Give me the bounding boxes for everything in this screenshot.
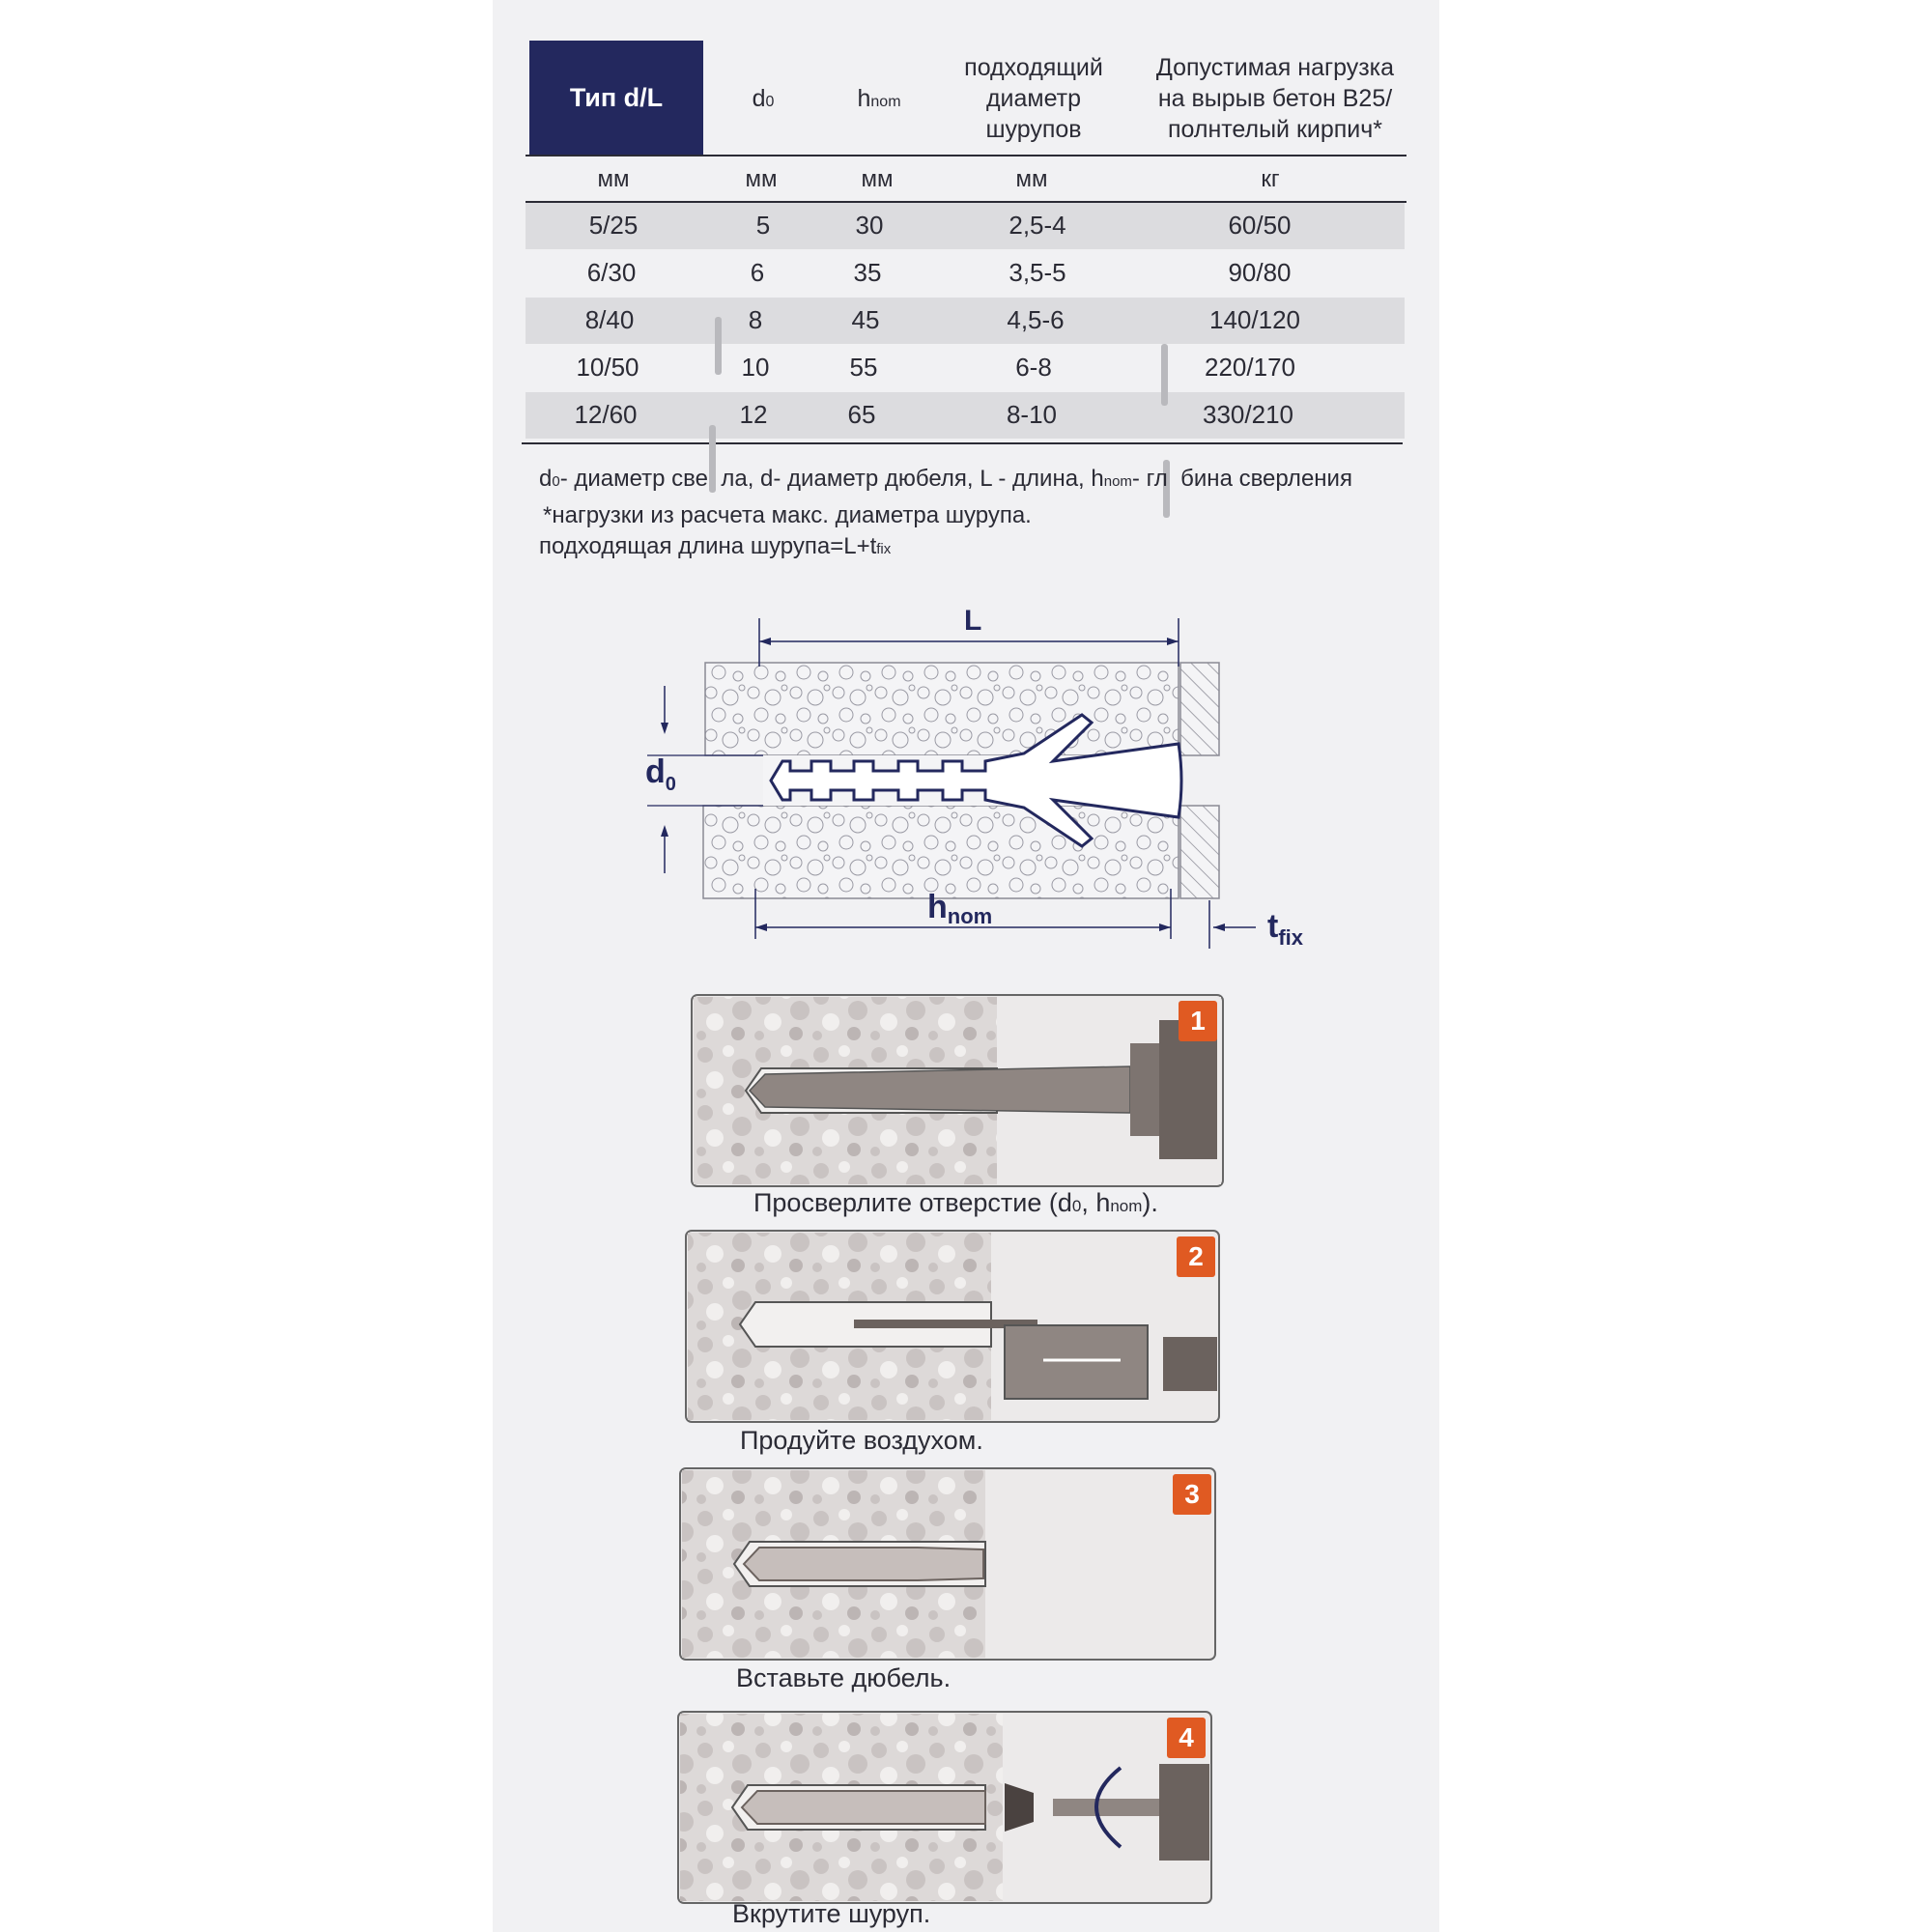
step-3-badge: 3 (1173, 1474, 1211, 1515)
label-hnom-main: h (927, 889, 948, 925)
screwdriver-body (1159, 1764, 1209, 1861)
header-load-line3: полнтелый кирпич* (1167, 116, 1383, 143)
note-sub: nom (1103, 473, 1132, 490)
note-part: подходящая длина шурупа=L+t (539, 533, 877, 559)
unit-load: кг (1261, 166, 1280, 192)
cell-type: 12/60 (574, 400, 638, 429)
cell-type: 10/50 (576, 353, 639, 382)
cell-load: 330/210 (1203, 400, 1293, 429)
label-tfix-main: t (1267, 908, 1279, 945)
cell-d0: 5 (755, 211, 771, 240)
cell-d0: 12 (739, 400, 768, 429)
caption-sub: nom (1110, 1197, 1143, 1215)
note-load: *нагрузки из расчета макс. диаметра шурупа. (543, 502, 1032, 528)
cell-type: 5/25 (588, 211, 639, 240)
caption-part: Просверлите отверстие (d (753, 1188, 1072, 1217)
step-4-caption: Вкрутите шуруп. (732, 1899, 931, 1928)
step-2-caption: Продуйте воздухом. (740, 1426, 983, 1455)
label-L: L (964, 605, 982, 637)
note-part: ла, d- диаметр дюбеля, L - длина, h (721, 466, 1104, 492)
drill-bit (750, 1066, 1130, 1113)
cell-hnom: 45 (851, 305, 880, 334)
cell-screw: 3,5-5 (1009, 258, 1066, 287)
cell-d0: 8 (748, 305, 763, 334)
label-d0-main: d (645, 753, 666, 790)
cell-load: 60/50 (1228, 211, 1292, 240)
cell-load: 220/170 (1205, 353, 1295, 382)
dowel-inserted (744, 1548, 983, 1580)
step-1-panel (692, 995, 1223, 1186)
note-sub: fix (876, 541, 892, 557)
screwdriver-bit (1053, 1799, 1159, 1816)
cell-screw: 6-8 (1015, 353, 1052, 382)
step-3-panel (680, 1468, 1215, 1660)
note-part: - гл (1131, 466, 1168, 492)
header-hnom-main: h (857, 85, 871, 112)
blow-pump (1005, 1325, 1148, 1399)
header-d0-sub: 0 (765, 94, 775, 110)
cell-type: 6/30 (586, 258, 637, 287)
label-tfix-sub: fix (1278, 925, 1304, 950)
dowel-with-screw (742, 1791, 985, 1824)
caption-part: , h (1081, 1188, 1111, 1217)
step-3-caption: Вставьте дюбель. (736, 1663, 952, 1692)
note-sub: 0 (552, 473, 560, 490)
unit-type: мм (597, 166, 630, 192)
header-screw-line1: подходящий (964, 54, 1103, 81)
cell-d0: 10 (741, 353, 770, 382)
header-screw-line3: шурупов (985, 116, 1082, 143)
cell-screw: 4,5-6 (1007, 305, 1065, 334)
step-2-badge: 2 (1177, 1236, 1215, 1277)
header-type-label: Тип d/L (569, 82, 664, 112)
unit-d0: мм (745, 166, 778, 192)
header-load-line2: на вырыв бетон В25/ (1157, 85, 1393, 112)
label-d0-sub: 0 (665, 774, 676, 795)
step-1-caption (753, 1188, 1158, 1218)
step-1-badge: 1 (1179, 1001, 1217, 1041)
cell-hnom: 35 (853, 258, 882, 287)
cell-screw: 8-10 (1006, 400, 1058, 429)
note-part: бина сверления (1180, 466, 1352, 492)
unit-hnom: мм (861, 166, 894, 192)
note-part: - диаметр све (559, 466, 709, 492)
cell-load: 90/80 (1228, 258, 1292, 287)
header-load-line1: Допустимая нагрузка (1155, 54, 1395, 81)
step-4-badge: 4 (1167, 1718, 1206, 1758)
caption-sub: 0 (1071, 1197, 1082, 1215)
cell-hnom: 30 (855, 211, 884, 240)
label-hnom-sub: nom (947, 904, 993, 928)
unit-screw: мм (1015, 166, 1048, 192)
step-4-panel (678, 1712, 1211, 1903)
header-d0-main: d (752, 85, 766, 112)
caption-part: ). (1142, 1188, 1158, 1217)
header-hnom-sub: nom (870, 94, 901, 110)
cell-screw: 2,5-4 (1009, 211, 1066, 240)
step-2-panel (686, 1231, 1219, 1422)
cell-type: 8/40 (584, 305, 635, 334)
note-part: d (539, 466, 553, 492)
cell-hnom: 55 (849, 353, 878, 382)
cell-load: 140/120 (1209, 305, 1300, 334)
cell-d0: 6 (750, 258, 765, 287)
header-screw-line2: диаметр (985, 85, 1082, 112)
cell-hnom: 65 (847, 400, 876, 429)
